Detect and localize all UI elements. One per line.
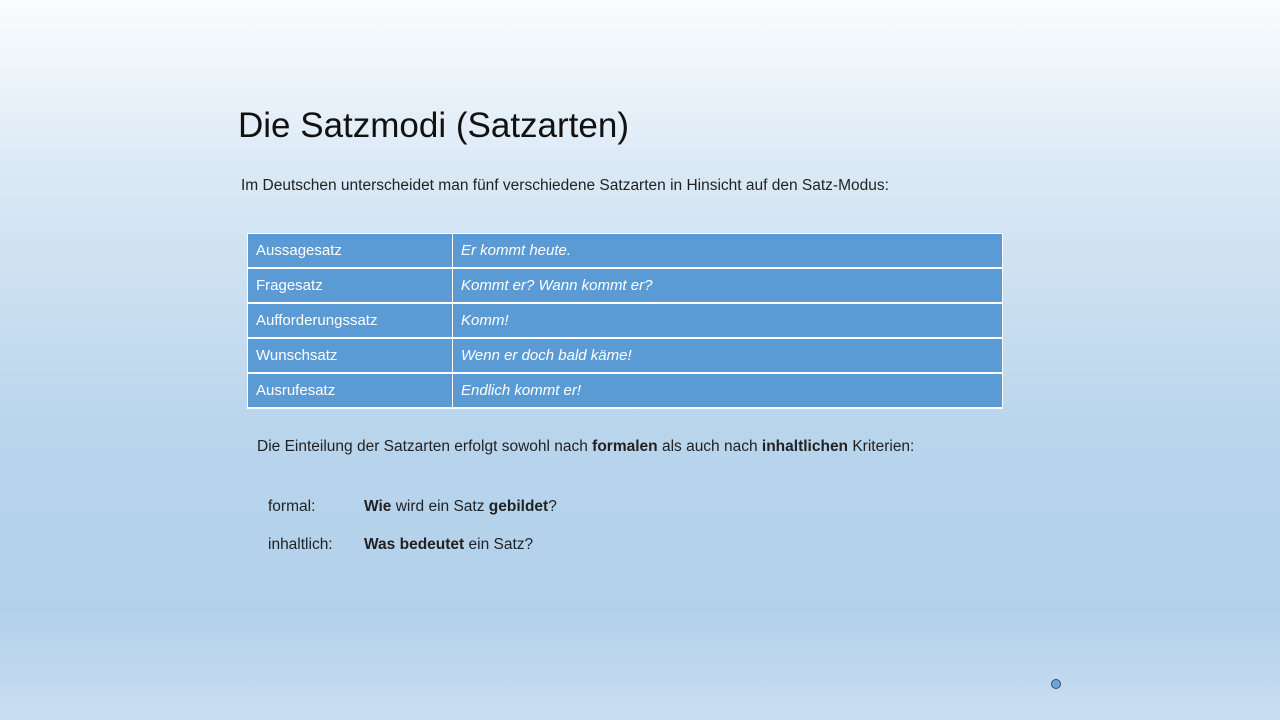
criterion-question-text: ein Satz? [464,536,534,553]
criterion-question-bold: Wie [364,498,392,515]
table-row [248,303,1003,338]
criterion-formal [268,498,557,516]
sentence-type-label: Aufforderungssatz [248,303,453,338]
sentence-types-table [247,233,1003,409]
division-text-part: Die Einteilung der Satzarten erfolgt sowohl nach [257,438,593,455]
criterion-question-text: wird ein Satz [391,498,489,515]
sentence-type-example: Er kommt heute. [453,234,1003,269]
slide-nav-dot-icon[interactable] [1051,679,1061,689]
slide-title: Die Satzmodi (Satzarten) [238,106,629,145]
division-inhaltlich-keyword: inhaltlichen [761,438,849,455]
table-row [248,234,1003,269]
sentence-type-label: Aussagesatz [248,234,453,269]
division-text-part: als auch nach [657,438,762,455]
sentence-type-example: Kommt er? Wann kommt er? [453,268,1003,303]
sentence-type-label: Wunschsatz [248,338,453,373]
division-text-part: Kriterien: [848,438,915,455]
division-text [257,438,914,456]
criterion-inhaltlich [268,536,533,554]
division-formal-keyword: formalen [592,438,658,455]
intro-text: Im Deutschen unterscheidet man fünf verschiedene Satzarten in Hinsicht auf den Satz-Modus: [241,177,889,194]
sentence-type-example: Komm! [453,303,1003,338]
criterion-label: inhaltlich: [268,536,333,553]
sentence-type-example: Endlich kommt er! [453,373,1003,408]
table-row [248,338,1003,373]
criterion-question-bold: gebildet [488,498,549,515]
criterion-label: formal: [268,498,316,515]
table-row [248,268,1003,303]
sentence-type-label: Fragesatz [248,268,453,303]
table-row [248,373,1003,408]
sentence-type-label: Ausrufesatz [248,373,453,408]
criterion-question-text: ? [548,498,557,515]
criterion-question-bold: Was bedeutet [364,536,465,553]
sentence-type-example: Wenn er doch bald käme! [453,338,1003,373]
